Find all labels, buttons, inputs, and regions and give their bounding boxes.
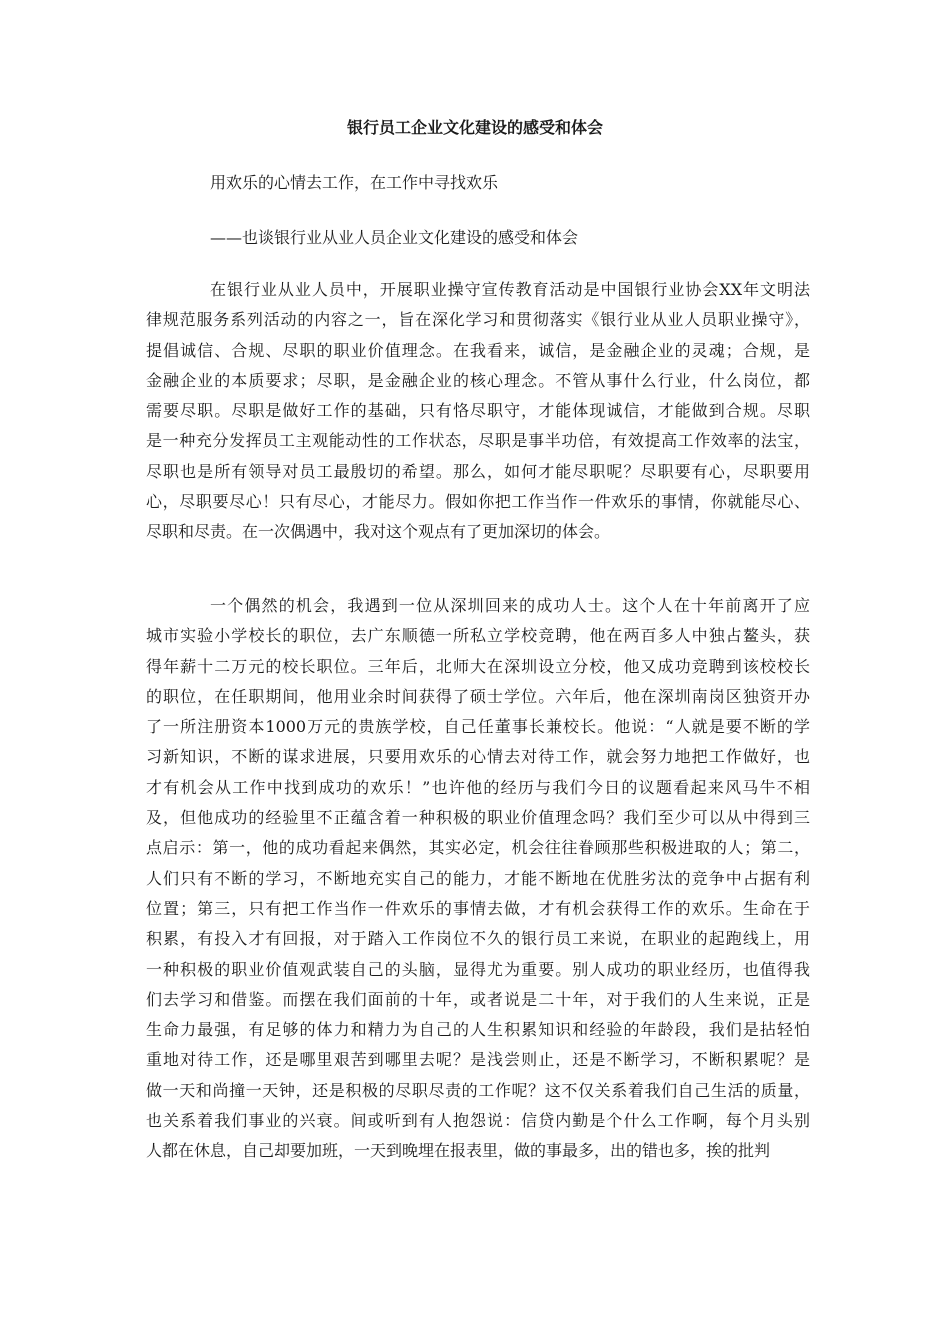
paragraph-line: 的职位，在任职期间，他用业余时间获得了硕士学位。六年后，他在深圳南岗区独资开办 [146,686,810,706]
paragraph-line: 人都在休息，自己却要加班，一天到晚埋在报表里，做的事最多，出的错也多，挨的批判 [146,1141,771,1161]
paragraph-line: 得年薪十二万元的校长职位。三年后，北师大在深圳设立分校，他又成功竞聘到该校校长 [146,656,810,676]
paragraph-line: 需要尽职。尽职是做好工作的基础，只有恪尽职守，才能体现诚信，才能做到合规。尽职 [146,401,810,421]
paragraph-line: 城市实验小学校长的职位，去广东顺德一所私立学校竞聘，他在两百多人中独占鳌头，获 [146,626,810,646]
paragraph-line: 尽职和尽责。在一次偶遇中，我对这个观点有了更加深切的体会。 [146,522,611,542]
paragraph-line: 才有机会从工作中找到成功的欢乐！”也许他的经历与我们今日的议题看起来风马牛不相 [146,777,810,797]
paragraph-line: 了一所注册资本1000万元的贵族学校，自己任董事长兼校长。他说：“人就是要不断的学 [146,717,810,737]
paragraph-line: 一种积极的职业价值观武装自己的头脑，显得尤为重要。别人成功的职业经历，也值得我 [146,959,810,979]
paragraph-line: 提倡诚信、合规、尽职的职业价值理念。在我看来，诚信，是金融企业的灵魂；合规，是 [146,340,810,360]
paragraph-line: 在银行业从业人员中，开展职业操守宣传教育活动是中国银行业协会XX年文明法 [210,280,810,299]
paragraph-line: 点启示：第一，他的成功看起来偶然，其实必定，机会往往眷顾那些积极进取的人；第二， [146,838,810,858]
paragraph-line: 位置；第三，只有把工作当作一件欢乐的事情去做，才有机会获得工作的欢乐。生命在于 [146,898,810,918]
paragraph-line: 重地对待工作，还是哪里艰苦到哪里去呢？是浅尝则止，还是不断学习，不断积累呢？是 [146,1050,810,1070]
paragraph-line: 也关系着我们事业的兴衰。间或听到有人抱怨说：信贷内勤是个什么工作啊，每个月头别 [146,1111,810,1131]
paragraph-line: 心，尽职要尽心！只有尽心，才能尽力。假如你把工作当作一件欢乐的事情，你就能尽心、 [146,492,810,512]
paragraph-line: 尽职也是所有领导对员工最殷切的希望。那么，如何才能尽职呢？尽职要有心，尽职要用 [146,461,810,481]
paragraph-line: 做一天和尚撞一天钟，还是积极的尽职尽责的工作呢？这不仅关系着我们自己生活的质量， [146,1080,810,1100]
paragraph-line: 律规范服务系列活动的内容之一，旨在深化学习和贯彻落实《银行业从业人员职业操守》， [146,310,810,330]
paragraph-2 [146,591,810,1167]
paragraph-line: 们去学习和借鉴。而摆在我们面前的十年，或者说是二十年，对于我们的人生来说，正是 [146,989,810,1009]
paragraph-line: 金融企业的本质要求；尽职，是金融企业的核心理念。不管从事什么行业，什么岗位，都 [146,370,810,390]
document-title: 银行员工企业文化建设的感受和体会 [346,118,603,137]
document-subheading: ——也谈银行业从业人员企业文化建设的感受和体会 [210,228,579,247]
document-subtitle: 用欢乐的心情去工作，在工作中寻找欢乐 [210,173,499,192]
paragraph-line: 习新知识，不断的谋求进展，只要用欢乐的心情去对待工作，就会努力地把工作做好，也 [146,747,810,767]
paragraph-line: 一个偶然的机会，我遇到一位从深圳回来的成功人士。这个人在十年前离开了应 [210,596,810,615]
paragraph-line: 生命力最强，有足够的体力和精力为自己的人生积累知识和经验的年龄段，我们是拈轻怕 [146,1020,810,1040]
paragraph-line: 是一种充分发挥员工主观能动性的工作状态，尽职是事半功倍，有效提高工作效率的法宝， [146,431,810,451]
paragraph-1 [146,275,810,548]
paragraph-line: 及，但他成功的经验里不正蕴含着一种积极的职业价值理念吗？我们至少可以从中得到三 [146,808,810,828]
paragraph-line: 积累，有投入才有回报，对于踏入工作岗位不久的银行员工来说，在职业的起跑线上，用 [146,929,810,949]
paragraph-line: 人们只有不断的学习，不断地充实自己的能力，才能不断地在优胜劣汰的竞争中占据有利 [146,868,810,888]
